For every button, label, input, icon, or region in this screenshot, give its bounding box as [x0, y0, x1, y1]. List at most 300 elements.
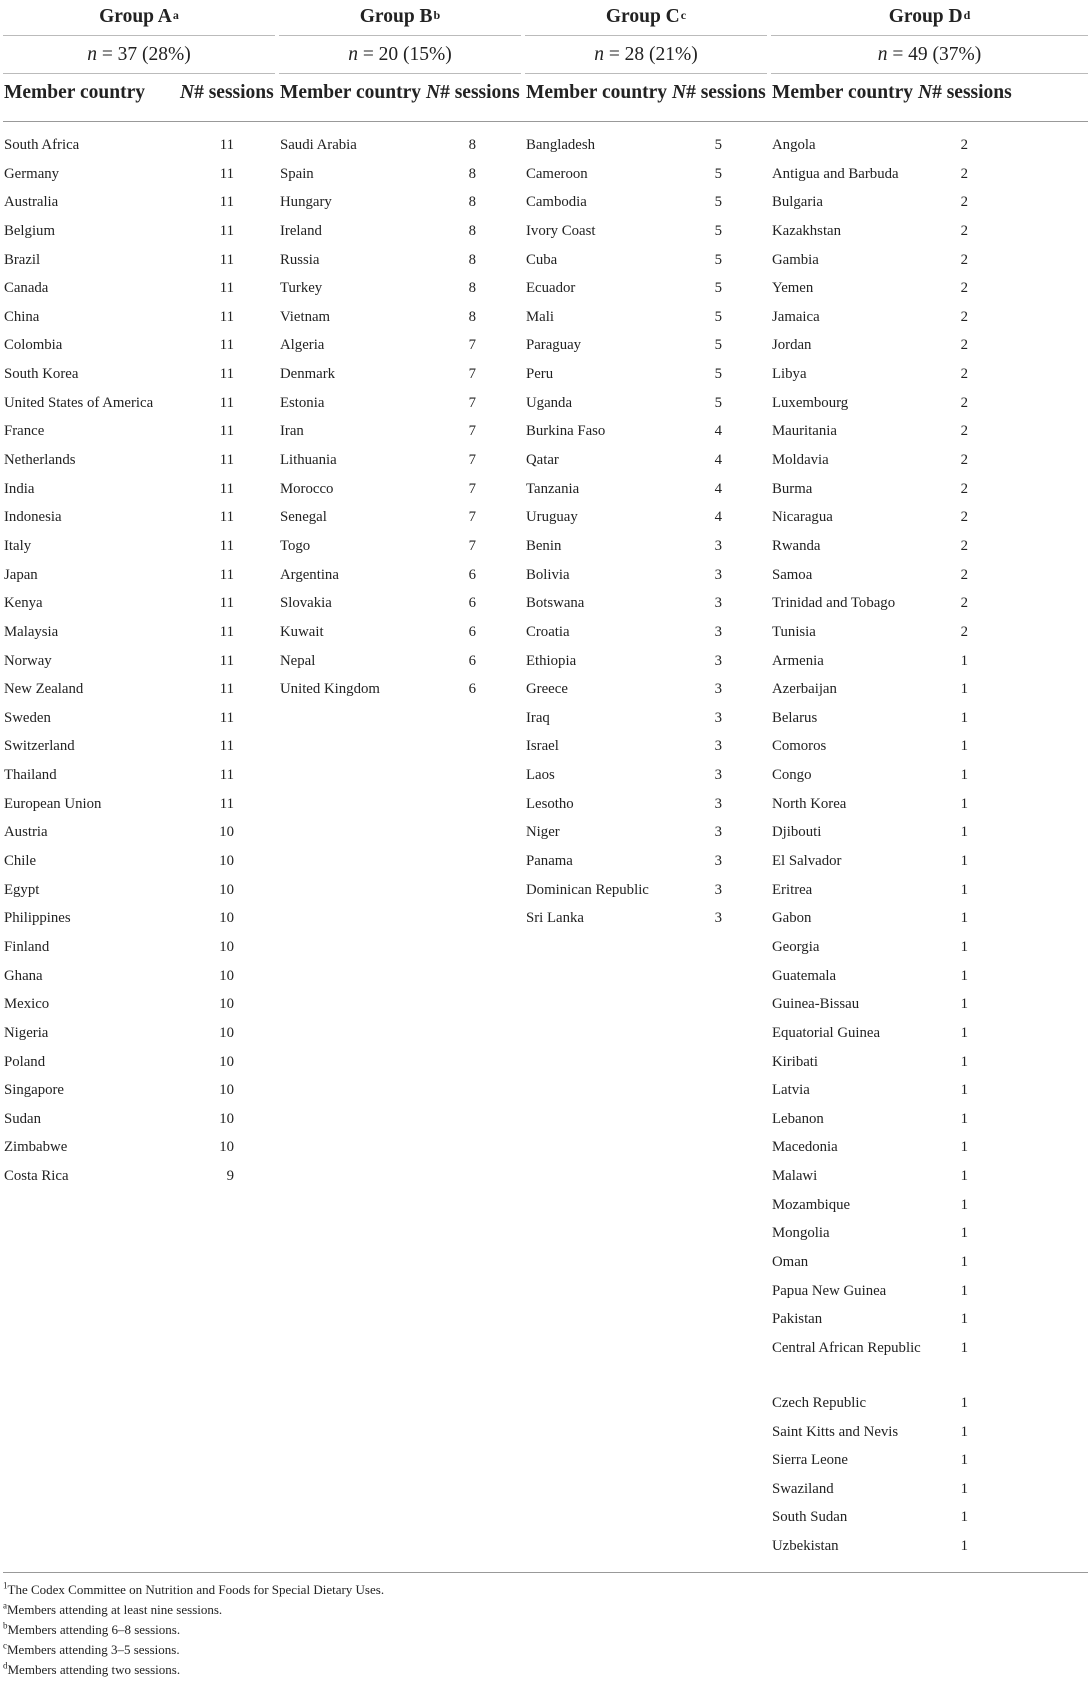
group-b-column [280, 134, 476, 707]
session-count: 7 [468, 537, 476, 554]
column-header-sessions: N# sessions [672, 82, 766, 103]
table-row [280, 478, 476, 507]
table-row [772, 163, 968, 192]
country-name: Trinidad and Tobago [772, 595, 896, 612]
country-name: Oman [772, 1253, 809, 1270]
table-row [526, 650, 722, 679]
country-name: Turkey [280, 280, 323, 297]
session-count: 8 [468, 222, 476, 239]
table-row [526, 506, 722, 535]
session-count: 3 [714, 795, 722, 812]
table-row [772, 1222, 968, 1251]
table-row [772, 334, 968, 363]
country-name: South Korea [4, 366, 79, 383]
table-row [526, 449, 722, 478]
session-count: 6 [468, 566, 476, 583]
session-count: 8 [468, 280, 476, 297]
table-row [280, 163, 476, 192]
country-name: Mexico [4, 996, 50, 1013]
session-count: 11 [219, 795, 234, 812]
table-row [772, 1478, 968, 1507]
session-count: 7 [468, 509, 476, 526]
table-row [4, 277, 234, 306]
session-count: 3 [714, 537, 722, 554]
table-row [280, 134, 476, 163]
session-count: 1 [960, 1480, 968, 1497]
table-row [772, 506, 968, 535]
country-name: Armenia [772, 652, 824, 669]
table-row [772, 1535, 968, 1564]
divider [279, 73, 521, 74]
country-name: Iraq [526, 709, 550, 726]
country-name: Burma [772, 480, 813, 497]
session-count: 11 [219, 595, 234, 612]
session-count: 1 [960, 709, 968, 726]
table-row [772, 1022, 968, 1051]
table-row [4, 249, 234, 278]
session-count: 5 [714, 137, 722, 153]
country-name: Panama [526, 853, 573, 870]
table-row [772, 907, 968, 936]
divider [525, 73, 767, 74]
country-name: Malawi [772, 1168, 818, 1185]
group-d-count: n = 49 (37%) [877, 44, 982, 65]
country-name: Egypt [4, 881, 40, 898]
session-count: 11 [219, 623, 234, 640]
country-name: Sweden [4, 709, 51, 726]
table-row [4, 965, 234, 994]
table-row [526, 735, 722, 764]
table-row [772, 191, 968, 220]
header-rule [3, 121, 1088, 122]
country-name: Uruguay [526, 509, 578, 526]
country-name: El Salvador [772, 853, 842, 870]
country-name: Sri Lanka [526, 910, 584, 927]
country-name: Saudi Arabia [280, 137, 357, 153]
country-name: Kazakhstan [772, 222, 842, 239]
country-name: Austria [4, 824, 48, 841]
table-row [772, 1506, 968, 1535]
table-row [4, 506, 234, 535]
session-count: 2 [960, 308, 968, 325]
country-name: Central African Republic [772, 1339, 921, 1356]
country-name: Dominican Republic [526, 881, 649, 898]
session-count: 2 [960, 280, 968, 297]
table-row [280, 220, 476, 249]
session-count: 1 [960, 938, 968, 955]
country-name: Poland [4, 1053, 46, 1070]
country-name: Ivory Coast [526, 222, 596, 239]
table-row [280, 621, 476, 650]
country-name: Pakistan [772, 1311, 823, 1328]
country-name: Paraguay [526, 337, 582, 354]
group-c-header: Group $C^c$ [605, 6, 687, 27]
country-name: Jordan [772, 337, 812, 354]
table-row [772, 1337, 968, 1392]
country-name: Senegal [280, 509, 327, 526]
table-row [772, 1421, 968, 1450]
country-name: Greece [526, 681, 568, 698]
table-row [4, 564, 234, 593]
table-row [4, 163, 234, 192]
column-header-country: Member country [280, 82, 421, 103]
country-name: New Zealand [4, 681, 84, 698]
table-row [526, 707, 722, 736]
table-row [4, 592, 234, 621]
session-count: 6 [468, 652, 476, 669]
table-row [772, 621, 968, 650]
country-name: Kenya [4, 595, 43, 612]
session-count: 2 [960, 537, 968, 554]
session-count: 11 [219, 308, 234, 325]
country-name: Bulgaria [772, 194, 823, 211]
session-count: 6 [468, 595, 476, 612]
country-name: Italy [4, 537, 32, 554]
session-count: 5 [714, 308, 722, 325]
session-count: 11 [219, 194, 234, 211]
table-row [4, 392, 234, 421]
session-count: 1 [960, 1053, 968, 1070]
footnote-text: Members attending at least nine sessions. [7, 1602, 223, 1617]
table-row [4, 1108, 234, 1137]
session-count: 1 [960, 1110, 968, 1127]
country-name: Germany [4, 165, 60, 182]
session-count: 4 [714, 480, 722, 497]
country-name: Gabon [772, 910, 812, 927]
table-row [4, 334, 234, 363]
country-name: Mali [526, 308, 554, 325]
table-row [772, 707, 968, 736]
country-name: Latvia [772, 1082, 810, 1099]
table-row [526, 277, 722, 306]
session-count: 11 [219, 566, 234, 583]
table-row [280, 564, 476, 593]
country-name: Zimbabwe [4, 1139, 68, 1156]
session-count: 1 [960, 1082, 968, 1099]
country-name: Qatar [526, 452, 559, 469]
table-row [526, 621, 722, 650]
session-count: 3 [714, 566, 722, 583]
session-count: 11 [219, 480, 234, 497]
session-count: 3 [714, 853, 722, 870]
country-name: Iran [280, 423, 304, 440]
session-count: 1 [960, 1538, 968, 1555]
country-name: Japan [4, 566, 38, 583]
session-count: 10 [219, 1024, 234, 1041]
session-count: 11 [219, 767, 234, 784]
table-row [526, 334, 722, 363]
session-count: 10 [219, 910, 234, 927]
session-count: 2 [960, 165, 968, 182]
session-count: 5 [714, 337, 722, 354]
session-count: 2 [960, 222, 968, 239]
table-row [280, 592, 476, 621]
column-header-country: Member country [772, 82, 913, 103]
session-count: 3 [714, 881, 722, 898]
session-count: 5 [714, 251, 722, 268]
country-name: Rwanda [772, 537, 821, 554]
session-count: 11 [219, 537, 234, 554]
country-name: Lithuania [280, 452, 337, 469]
country-name: Netherlands [4, 452, 76, 469]
session-count: 11 [219, 681, 234, 698]
table-row [772, 936, 968, 965]
country-name: Benin [526, 537, 562, 554]
table-row [772, 993, 968, 1022]
country-name: United States of America [4, 394, 154, 411]
footnote-marker: 1 [3, 1580, 8, 1591]
table-row [4, 1136, 234, 1165]
session-count: 11 [219, 423, 234, 440]
country-name: Colombia [4, 337, 63, 354]
footnote-text: Members attending 3–5 sessions. [7, 1642, 180, 1657]
footnote [3, 1580, 384, 1600]
country-name: Singapore [4, 1082, 64, 1099]
group-b-header: Group $B^b$ [359, 6, 441, 27]
country-name: Angola [772, 137, 816, 153]
divider [771, 73, 1088, 74]
table-row [4, 535, 234, 564]
table-row [526, 134, 722, 163]
country-name: Macedonia [772, 1139, 838, 1156]
country-name: Belarus [772, 709, 818, 726]
country-name: Peru [526, 366, 554, 383]
country-name: Vietnam [280, 308, 331, 325]
country-name: Jamaica [772, 308, 820, 325]
session-count: 1 [960, 996, 968, 1013]
footnote-marker: a [3, 1600, 7, 1611]
country-name: Sudan [4, 1110, 41, 1127]
footnote-marker: b [3, 1620, 8, 1631]
session-count: 1 [960, 824, 968, 841]
table-row [4, 134, 234, 163]
country-name: Congo [772, 767, 812, 784]
session-count: 8 [468, 251, 476, 268]
session-count: 1 [960, 1139, 968, 1156]
table-row [280, 306, 476, 335]
country-name: Estonia [280, 394, 325, 411]
session-count: 3 [714, 767, 722, 784]
country-name: Equatorial Guinea [772, 1024, 881, 1041]
session-count: 10 [219, 967, 234, 984]
session-count: 11 [219, 509, 234, 526]
session-count: 11 [219, 366, 234, 383]
session-count: 1 [960, 881, 968, 898]
table-row [772, 1280, 968, 1309]
table-row [4, 478, 234, 507]
divider [279, 35, 521, 36]
table-row [280, 277, 476, 306]
table-row [4, 707, 234, 736]
table-row [4, 793, 234, 822]
country-name: Guatemala [772, 967, 837, 984]
table-row [772, 392, 968, 421]
session-count: 3 [714, 595, 722, 612]
table-row [4, 879, 234, 908]
table-row [4, 764, 234, 793]
country-name: Algeria [280, 337, 325, 354]
session-count: 11 [219, 709, 234, 726]
session-count: 3 [714, 824, 722, 841]
table-row [772, 793, 968, 822]
session-count: 3 [714, 652, 722, 669]
country-name: Chile [4, 853, 37, 870]
session-count: 3 [714, 910, 722, 927]
table-row [4, 1079, 234, 1108]
session-count: 7 [468, 480, 476, 497]
column-header-sessions: N# sessions [918, 82, 1012, 103]
table-row [526, 191, 722, 220]
session-count: 4 [714, 452, 722, 469]
session-count: 5 [714, 222, 722, 239]
session-count: 1 [960, 652, 968, 669]
session-count: 11 [219, 251, 234, 268]
session-count: 10 [219, 1139, 234, 1156]
session-count: 7 [468, 423, 476, 440]
session-count: 11 [219, 280, 234, 297]
session-count: 11 [219, 137, 234, 153]
session-count: 11 [219, 165, 234, 182]
country-name: Mongolia [772, 1225, 830, 1242]
table-row [4, 936, 234, 965]
table-row [526, 678, 722, 707]
country-name: Cambodia [526, 194, 587, 211]
session-count: 5 [714, 165, 722, 182]
table-row [526, 764, 722, 793]
footnote-marker: d [3, 1660, 8, 1671]
country-name: Togo [280, 537, 311, 554]
country-name: Israel [526, 738, 559, 755]
group-c-count: n = 28 (21%) [594, 44, 698, 65]
table-row [772, 420, 968, 449]
session-count: 1 [960, 1311, 968, 1328]
session-count: 5 [714, 194, 722, 211]
country-name: Uganda [526, 394, 573, 411]
table-row [772, 821, 968, 850]
country-name: Moldavia [772, 452, 829, 469]
table-row [4, 420, 234, 449]
group-a-count: n = 37 (28%) [87, 44, 191, 65]
session-count: 10 [219, 938, 234, 955]
country-name: Norway [4, 652, 52, 669]
country-name: Samoa [772, 566, 813, 583]
table-row [280, 650, 476, 679]
country-name: Slovakia [280, 595, 332, 612]
column-header-country: Member country [526, 82, 667, 103]
table-row [772, 277, 968, 306]
footnote-rule [3, 1572, 1088, 1573]
country-name: Switzerland [4, 738, 75, 755]
country-name: Nigeria [4, 1024, 49, 1041]
country-name: Nepal [280, 652, 316, 669]
divider [3, 35, 275, 36]
table-row [280, 249, 476, 278]
country-name: Uzbekistan [772, 1538, 839, 1555]
table-row [526, 478, 722, 507]
table-row [772, 134, 968, 163]
table-row [772, 220, 968, 249]
session-count: 1 [960, 1339, 968, 1356]
country-name: Bangladesh [526, 137, 596, 153]
session-count: 11 [219, 652, 234, 669]
table-row [4, 650, 234, 679]
country-name: Finland [4, 938, 50, 955]
table-row [772, 879, 968, 908]
session-count: 11 [219, 222, 234, 239]
table-row [280, 334, 476, 363]
table-row [772, 564, 968, 593]
session-count: 2 [960, 623, 968, 640]
country-name: Gambia [772, 251, 819, 268]
session-count: 6 [468, 681, 476, 698]
table-row [280, 535, 476, 564]
table-row [772, 1051, 968, 1080]
country-name: Denmark [280, 366, 336, 383]
country-name: European Union [4, 795, 102, 812]
session-count: 2 [960, 251, 968, 268]
table-row [4, 850, 234, 879]
footnote-text: Members attending two sessions. [7, 1662, 181, 1677]
country-name: Morocco [280, 480, 334, 497]
country-name: Azerbaijan [772, 681, 837, 698]
table-row [280, 363, 476, 392]
session-count: 11 [219, 738, 234, 755]
table-row [772, 1165, 968, 1194]
table-row [280, 506, 476, 535]
footnote [3, 1660, 384, 1680]
table-row [772, 1194, 968, 1223]
table-row [772, 592, 968, 621]
session-count: 1 [960, 1253, 968, 1270]
session-count: 1 [960, 1509, 968, 1526]
country-name: Indonesia [4, 509, 62, 526]
session-count: 4 [714, 509, 722, 526]
table-row [4, 993, 234, 1022]
session-count: 1 [960, 681, 968, 698]
group-d-column [772, 134, 968, 1564]
session-count: 11 [219, 337, 234, 354]
country-name: Swaziland [772, 1480, 834, 1497]
table-row [526, 306, 722, 335]
session-count: 2 [960, 137, 968, 153]
session-count: 10 [219, 1110, 234, 1127]
country-name: Niger [526, 824, 560, 841]
country-name: Guinea-Bissau [772, 996, 860, 1013]
session-count: 2 [960, 423, 968, 440]
country-name: Brazil [4, 251, 41, 268]
table-row [526, 907, 722, 936]
table-row [772, 1136, 968, 1165]
country-name: Tanzania [526, 480, 580, 497]
session-count: 8 [468, 137, 476, 153]
table-row [280, 449, 476, 478]
table-row [772, 850, 968, 879]
country-name: Mozambique [772, 1196, 851, 1213]
country-name: Malaysia [4, 623, 59, 640]
country-name: Ethiopia [526, 652, 577, 669]
group-c-column [526, 134, 722, 936]
table-row [4, 678, 234, 707]
session-count: 1 [960, 1423, 968, 1440]
session-count: 1 [960, 767, 968, 784]
column-header-sessions: N# sessions [426, 82, 520, 103]
session-count: 3 [714, 738, 722, 755]
session-count: 6 [468, 623, 476, 640]
table-row [526, 220, 722, 249]
footnote-marker: c [3, 1640, 7, 1651]
country-name: Saint Kitts and Nevis [772, 1423, 899, 1440]
country-name: Philippines [4, 910, 71, 927]
